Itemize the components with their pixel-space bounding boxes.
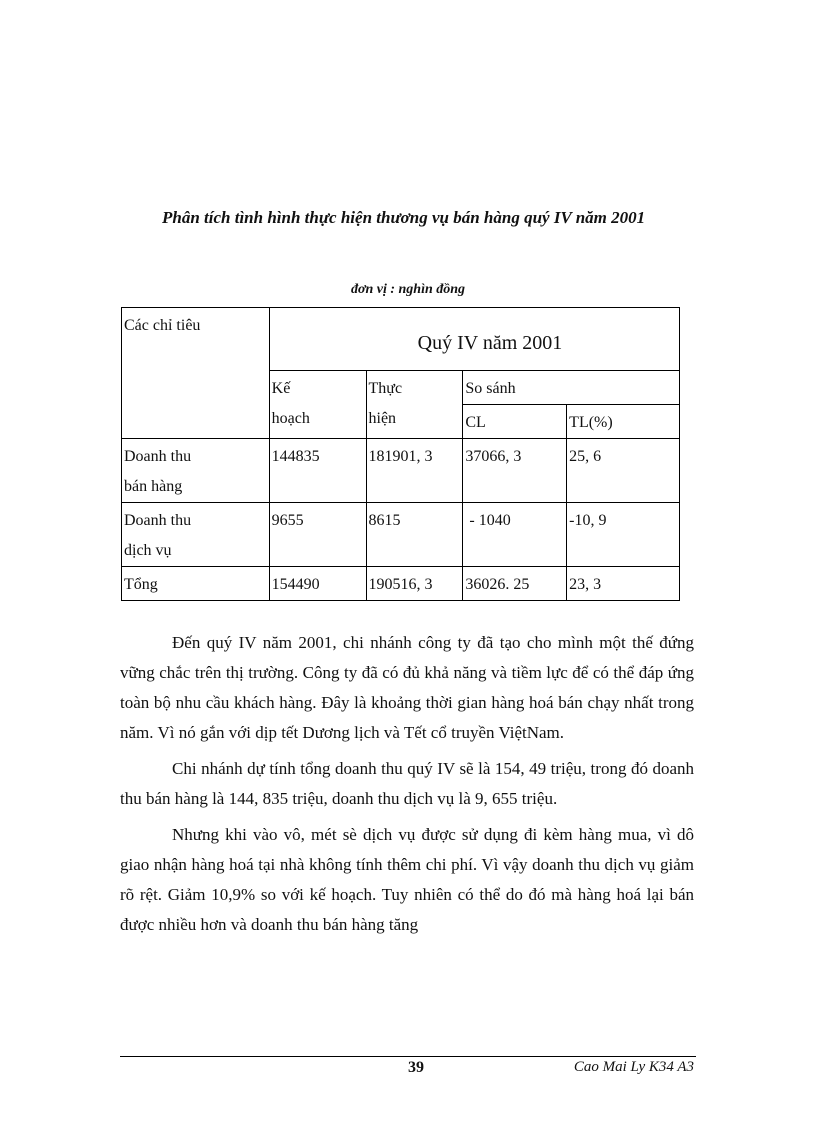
footer-rule	[120, 1056, 696, 1057]
plan-cell: 144835	[269, 439, 366, 503]
row-label	[122, 567, 270, 601]
page-number: 39	[408, 1059, 424, 1076]
cl-cell: 36026. 25	[463, 567, 567, 601]
row-label	[122, 503, 270, 567]
table-header-row	[122, 308, 680, 371]
footer-author: Cao Mai Ly K34 A3	[573, 1059, 694, 1075]
section-heading: Phân tích tình hình thực hiện thương vụ bán hàng quý IV năm 2001	[162, 208, 646, 227]
table-row	[122, 503, 680, 567]
actual-header-line2: hiện	[368, 410, 397, 427]
actual-header-line1: Thực	[368, 380, 403, 397]
actual-cell: 181901, 3	[366, 439, 463, 503]
plan-cell: 154490	[269, 567, 366, 601]
unit-note: đơn vị : nghìn đồng	[350, 282, 466, 297]
row-label-line2: bán hàng	[124, 478, 183, 495]
actual-header	[366, 371, 463, 439]
plan-header-line1: Kế	[271, 380, 291, 397]
paragraph: Nhưng khi vào vô, mét sè dịch vụ được sử dụng đi kèm hàng mua, vì dô giao nhận hàng hoá tại nhà không tính thêm chi phí. Vì vậy doanh thu dịch vụ giảm rõ rệt. Giảm 10,9% so với kế hoạch. Tuy nhiên có thể do đó mà hàng hoá lại bán được nhiều hơn và doanh thu bán hàng tăng	[120, 825, 694, 934]
quarter-header: Quý IV năm 2001	[269, 308, 679, 371]
plan-header-line2: hoạch	[271, 410, 310, 427]
row-label-line1: Doanh thu	[124, 512, 192, 529]
row-label-line1: Tổng	[124, 576, 158, 593]
paragraph: Chi nhánh dự tính tổng doanh thu quý IV sẽ là 154, 49 triệu, trong đó doanh thu bán hàng là 144, 835 triệu, doanh thu dịch vụ là 9, 655 triệu.	[120, 759, 694, 808]
tl-cell: -10, 9	[567, 503, 680, 567]
body-text	[120, 628, 694, 946]
cl-cell: - 1040	[463, 503, 567, 567]
cl-cell: 37066, 3	[463, 439, 567, 503]
tl-cell: 23, 3	[567, 567, 680, 601]
compare-header: So sánh	[463, 371, 680, 405]
row-label-line2: dịch vụ	[124, 542, 172, 559]
actual-cell: 8615	[366, 503, 463, 567]
plan-cell: 9655	[269, 503, 366, 567]
tl-cell: 25, 6	[567, 439, 680, 503]
row-label	[122, 439, 270, 503]
table-row	[122, 567, 680, 601]
plan-header	[269, 371, 366, 439]
actual-cell: 190516, 3	[366, 567, 463, 601]
table-row	[122, 439, 680, 503]
tl-header: TL(%)	[567, 405, 680, 439]
cl-header: CL	[463, 405, 567, 439]
sales-table	[121, 307, 680, 601]
paragraph: Đến quý IV năm 2001, chi nhánh công ty đã tạo cho mình một thế đứng vững chắc trên thị trường. Công ty đã có đủ khả năng và tiềm lực để có thể đáp ứng toàn bộ nhu cầu khách hàng. Đây là khoảng thời gian hàng hoá bán chạy nhất trong năm. Vì nó gắn với dịp tết Dương lịch và Tết cổ truyền ViệtNam.	[120, 633, 694, 742]
row-label-line1: Doanh thu	[124, 448, 192, 465]
criteria-header: Các chỉ tiêu	[122, 308, 270, 439]
